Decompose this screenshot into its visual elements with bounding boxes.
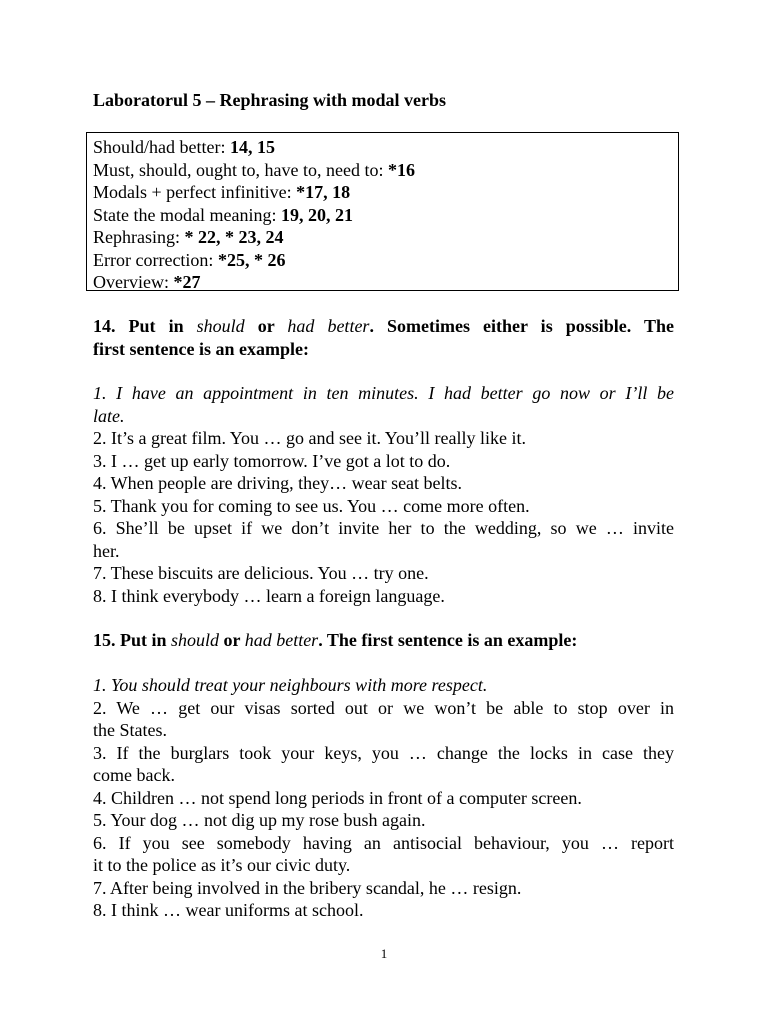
instruction-line: first sentence is an example: xyxy=(93,338,309,359)
instruction-text: . The first sentence is an example: xyxy=(318,630,578,650)
keyword-had-better: had better xyxy=(244,630,319,650)
summary-row xyxy=(93,181,672,204)
list-item: 6. If you see somebody having an antisocial behaviour, you … report xyxy=(93,832,674,853)
keyword-should: should xyxy=(171,630,220,650)
example-sentence: 1. I have an appointment in ten minutes. I had better go now or I’ll be xyxy=(93,383,674,403)
list-item: 3. I … get up early tomorrow. I’ve got a lot to do. xyxy=(93,450,451,471)
summary-row xyxy=(93,136,672,159)
summary-numbers: *25, * 26 xyxy=(217,249,286,270)
summary-label: Should/had better: xyxy=(93,137,230,157)
summary-label: Rephrasing: xyxy=(93,227,185,247)
exercise-14-instruction xyxy=(93,315,674,360)
instruction-text: or xyxy=(244,316,288,336)
summary-label: State the modal meaning: xyxy=(93,204,281,225)
exercise-summary-box xyxy=(86,132,679,291)
exercise-15-instruction xyxy=(93,629,674,652)
summary-row xyxy=(93,226,672,249)
instruction-line xyxy=(93,629,674,652)
summary-label: Overview: xyxy=(93,272,174,292)
list-item: 4. Children … not spend long periods in front of a computer screen. xyxy=(93,787,582,808)
list-item: 8. I think everybody … learn a foreign language. xyxy=(93,585,445,606)
list-item: 5. Your dog … not dig up my rose bush again. xyxy=(93,810,426,830)
summary-row xyxy=(93,204,672,227)
instruction-text: . Sometimes either is possible. The xyxy=(369,316,674,336)
list-item: 3. If the burglars took your keys, you … change the locks in case they xyxy=(93,742,674,763)
summary-label: Modals + perfect infinitive: xyxy=(93,182,297,202)
example-sentence: late. xyxy=(93,405,125,426)
list-item: 7. These biscuits are delicious. You … try one. xyxy=(93,563,429,583)
keyword-should: should xyxy=(196,316,245,336)
summary-label: Error correction: xyxy=(93,249,218,270)
exercise-15-list xyxy=(93,674,674,922)
list-item: 6. She’ll be upset if we don’t invite her to the wedding, so we … invite xyxy=(93,518,674,538)
list-item: 5. Thank you for coming to see us. You … come more often. xyxy=(93,495,530,516)
list-item: her. xyxy=(93,540,120,561)
summary-row xyxy=(93,159,672,182)
list-item: come back. xyxy=(93,765,175,785)
page-number: 1 xyxy=(380,946,388,961)
instruction-line xyxy=(93,315,674,338)
list-item: it to the police as it’s our civic duty. xyxy=(93,855,351,875)
summary-numbers: * 22, * 23, 24 xyxy=(184,227,284,247)
instruction-text: 15. Put in xyxy=(93,630,172,650)
example-sentence: 1. You should treat your neighbours with more respect. xyxy=(93,675,488,695)
list-item: 8. I think … wear uniforms at school. xyxy=(93,900,364,920)
summary-numbers: *16 xyxy=(387,159,415,180)
summary-numbers: *27 xyxy=(173,272,201,292)
summary-row xyxy=(93,249,672,272)
list-item: 2. We … get our visas sorted out or we won’t be able to stop over in xyxy=(93,697,674,718)
summary-numbers: *17, 18 xyxy=(296,182,351,202)
page-title: Laboratorul 5 – Rephrasing with modal verbs xyxy=(93,90,447,110)
instruction-text: or xyxy=(219,630,245,650)
keyword-had-better: had better xyxy=(287,316,370,336)
exercise-14-list xyxy=(93,382,674,607)
list-item: 4. When people are driving, they… wear seat belts. xyxy=(93,473,463,493)
summary-numbers: 14, 15 xyxy=(229,137,275,157)
list-item: the States. xyxy=(93,720,167,740)
instruction-text: 14. Put in xyxy=(93,316,197,336)
summary-label: Must, should, ought to, have to, need to: xyxy=(93,159,388,180)
summary-row xyxy=(93,271,672,294)
summary-numbers: 19, 20, 21 xyxy=(280,204,353,225)
list-item: 2. It’s a great film. You … go and see it. You’ll really like it. xyxy=(93,428,526,448)
list-item: 7. After being involved in the bribery scandal, he … resign. xyxy=(93,877,522,898)
